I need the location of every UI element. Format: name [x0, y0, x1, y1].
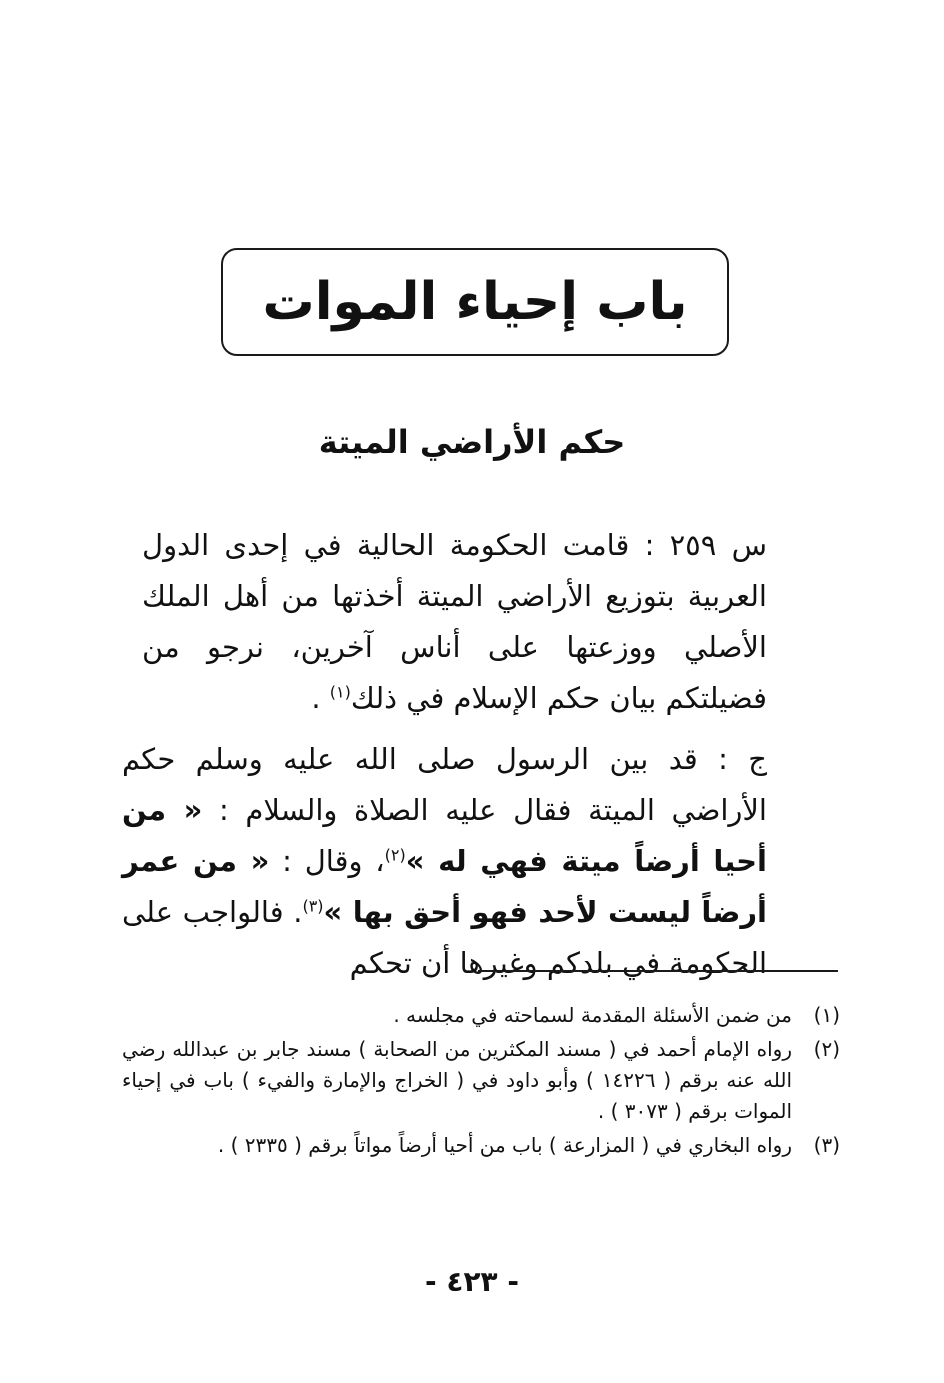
footnote-number: (٣) — [813, 1133, 840, 1157]
footnote-item — [122, 1130, 840, 1161]
footnote-text: رواه الإمام أحمد في ( مسند المكثرين من الصحابة ) مسند جابر بن عبدالله رضي الله عنه برقم ( ١٤٢٢٦ ) وأبو داود في ( الخراج والإمارة والفيء ) باب في إحياء الموات برقم ( ٣٠٧٣ ) . — [122, 1037, 793, 1123]
answer-part-2: ، وقال : — [269, 844, 385, 878]
page-number: - ٤٢٣ - — [424, 1265, 520, 1298]
footnote-separator — [478, 970, 838, 972]
hadith-quote-2: « من عمر أرضاً ليست لأحد فهو أحق بها » — [122, 844, 767, 929]
footnote-ref-1: (١) — [329, 682, 351, 702]
answer-part-1: ج : قد بين الرسول صلى الله عليه وسلم حكم الأراضي الميتة فقال عليه الصلاة والسلام : — [122, 742, 767, 827]
question-end: . — [311, 681, 330, 715]
footnote-number: (٢) — [813, 1037, 840, 1061]
body-text — [122, 520, 837, 989]
section-title: حكم الأراضي الميتة — [318, 423, 626, 461]
chapter-title: باب إحياء الموات — [262, 272, 688, 332]
footnote-number: (١) — [813, 1003, 840, 1027]
footnote-text: من ضمن الأسئلة المقدمة لسماحته في مجلسه . — [393, 1003, 792, 1027]
question-text: س ٢٥٩ : قامت الحكومة الحالية في إحدى الدول العربية بتوزيع الأراضي الميتة أخذتها من أهل الملك الأصلي ووزعتها على أناس آخرين، نرجو من فضيلتكم بيان حكم الإسلام في ذلك — [142, 528, 767, 715]
footnote-item — [122, 1034, 840, 1127]
answer-paragraph — [122, 734, 837, 989]
chapter-title-frame — [221, 248, 729, 356]
footnotes — [122, 1000, 840, 1164]
footnote-text: رواه البخاري في ( المزارعة ) باب من أحيا أرضاً مواتاً برقم ( ٢٣٣٥ ) . — [217, 1133, 792, 1157]
footnote-item — [122, 1000, 840, 1031]
footnote-ref-2: (٢) — [384, 845, 406, 865]
footnote-ref-3: (٣) — [302, 896, 324, 916]
hadith-quote-1: « من أحيا أرضاً ميتة فهي له » — [122, 793, 767, 878]
answer-part-3: . فالواجب على الحكومة في بلدكم وغيرها أن تحكم — [122, 895, 767, 980]
question-paragraph — [122, 520, 837, 724]
